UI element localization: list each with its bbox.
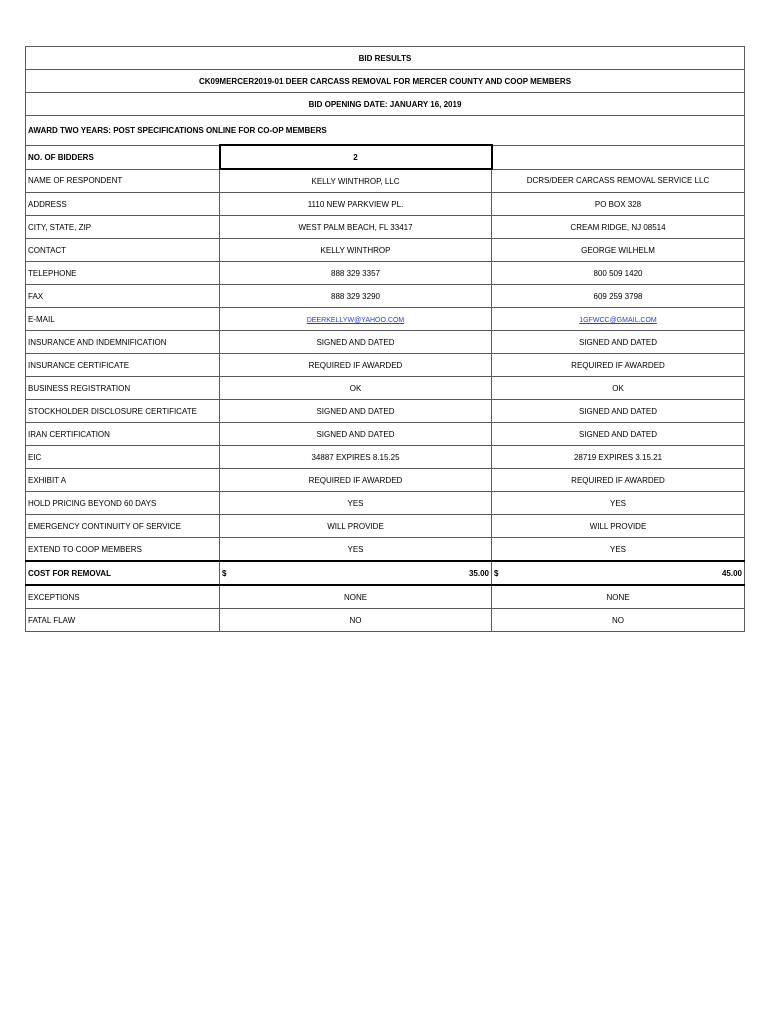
bidder-a-value: YES (220, 492, 492, 515)
table-row (26, 446, 745, 469)
bid-results-sheet (25, 46, 744, 632)
bidder-b-value: REQUIRED IF AWARDED (492, 469, 745, 492)
bidders-label: NO. OF BIDDERS (26, 145, 220, 169)
table-row (26, 515, 745, 538)
table-row (26, 377, 745, 400)
bidder-a-value: 1110 NEW PARKVIEW PL. (220, 193, 492, 216)
opening-date: BID OPENING DATE: JANUARY 16, 2019 (26, 93, 745, 116)
bidder-a-value: KELLY WINTHROP, LLC (220, 169, 492, 193)
bidder-b-value: GEORGE WILHELM (492, 239, 745, 262)
row-label: ADDRESS (26, 193, 220, 216)
bidder-b-value: YES (492, 538, 745, 562)
bidder-a-value: WEST PALM BEACH, FL 33417 (220, 216, 492, 239)
cost-a-amount: 35.00 (468, 568, 489, 578)
table-row (26, 423, 745, 446)
cost-label: COST FOR REMOVAL (26, 561, 220, 585)
bidder-a-value: REQUIRED IF AWARDED (220, 354, 492, 377)
table-row (26, 285, 745, 308)
bidder-b-value: 28719 EXPIRES 3.15.21 (492, 446, 745, 469)
table-row (26, 308, 745, 331)
bidder-a-value: NO (220, 609, 492, 632)
title-row (26, 47, 745, 70)
opening-date-row (26, 93, 745, 116)
table-row (26, 492, 745, 515)
table-row (26, 469, 745, 492)
email-link[interactable]: 1GFWCC@GMAIL.COM (579, 316, 657, 324)
bidder-b-value: SIGNED AND DATED (492, 331, 745, 354)
bidder-b-value: OK (492, 377, 745, 400)
cost-row (26, 561, 745, 585)
bidder-b-value: DCRS/DEER CARCASS REMOVAL SERVICE LLC (492, 169, 745, 193)
row-label: E-MAIL (26, 308, 220, 331)
bidder-b-value: YES (492, 492, 745, 515)
row-label: NAME OF RESPONDENT (26, 169, 220, 193)
bidder-a-value: NONE (220, 585, 492, 609)
table-row (26, 354, 745, 377)
bidders-count: 2 (220, 145, 492, 169)
project-row (26, 70, 745, 93)
email-link[interactable]: DEERKELLYW@YAHOO.COM (306, 316, 405, 324)
bidder-a-value: 34887 EXPIRES 8.15.25 (220, 446, 492, 469)
bidder-a-value: 888 329 3357 (220, 262, 492, 285)
row-label: STOCKHOLDER DISCLOSURE CERTIFICATE (26, 400, 220, 423)
bidder-a-value: SIGNED AND DATED (220, 400, 492, 423)
bid-results-table (25, 46, 745, 632)
bidder-a-value: SIGNED AND DATED (220, 423, 492, 446)
project-title: CK09MERCER2019-01 DEER CARCASS REMOVAL FOR MERCER COUNTY AND COOP MEMBERS (26, 70, 745, 93)
bidder-a-value: SIGNED AND DATED (220, 331, 492, 354)
bidder-a-value: KELLY WINTHROP (220, 239, 492, 262)
row-label: FATAL FLAW (26, 609, 220, 632)
bidder-b-value: CREAM RIDGE, NJ 08514 (492, 216, 745, 239)
table-row (26, 609, 745, 632)
bidder-a-value: WILL PROVIDE (220, 515, 492, 538)
bidder-b-value: SIGNED AND DATED (492, 423, 745, 446)
table-row (26, 400, 745, 423)
cost-a-cell (220, 561, 492, 585)
bidder-a-value: OK (220, 377, 492, 400)
bidders-empty-cell (492, 145, 745, 169)
bidder-a-value (220, 308, 492, 331)
row-label: INSURANCE CERTIFICATE (26, 354, 220, 377)
cost-b-amount: 45.00 (721, 568, 742, 578)
bidder-b-value: NO (492, 609, 745, 632)
table-row (26, 331, 745, 354)
bidder-b-value: SIGNED AND DATED (492, 400, 745, 423)
row-label: FAX (26, 285, 220, 308)
row-label: TELEPHONE (26, 262, 220, 285)
row-label: BUSINESS REGISTRATION (26, 377, 220, 400)
bidders-row (26, 145, 745, 169)
bidder-b-value: NONE (492, 585, 745, 609)
row-label: EXHIBIT A (26, 469, 220, 492)
table-row (26, 169, 745, 193)
row-label: IRAN CERTIFICATION (26, 423, 220, 446)
row-label: EMERGENCY CONTINUITY OF SERVICE (26, 515, 220, 538)
table-row (26, 239, 745, 262)
table-row (26, 538, 745, 562)
row-label: CITY, STATE, ZIP (26, 216, 220, 239)
table-row (26, 193, 745, 216)
sheet-title: BID RESULTS (26, 47, 745, 70)
bidder-b-value: REQUIRED IF AWARDED (492, 354, 745, 377)
bidder-a-value: 888 329 3290 (220, 285, 492, 308)
row-label: EIC (26, 446, 220, 469)
row-label: CONTACT (26, 239, 220, 262)
row-label: INSURANCE AND INDEMNIFICATION (26, 331, 220, 354)
row-label: HOLD PRICING BEYOND 60 DAYS (26, 492, 220, 515)
cost-b-cell (492, 561, 745, 585)
bidder-b-value: 609 259 3798 (492, 285, 745, 308)
table-row (26, 262, 745, 285)
currency-symbol: $ (222, 568, 227, 578)
table-row (26, 216, 745, 239)
row-label: EXTEND TO COOP MEMBERS (26, 538, 220, 562)
bidder-b-value: PO BOX 328 (492, 193, 745, 216)
bidder-a-value: REQUIRED IF AWARDED (220, 469, 492, 492)
table-row (26, 585, 745, 609)
bidder-b-value (492, 308, 745, 331)
award-note: AWARD TWO YEARS: POST SPECIFICATIONS ONLINE FOR CO-OP MEMBERS (26, 116, 745, 146)
currency-symbol: $ (494, 568, 499, 578)
bidder-b-value: WILL PROVIDE (492, 515, 745, 538)
bidder-a-value: YES (220, 538, 492, 562)
award-row (26, 116, 745, 146)
bidder-b-value: 800 509 1420 (492, 262, 745, 285)
row-label: EXCEPTIONS (26, 585, 220, 609)
